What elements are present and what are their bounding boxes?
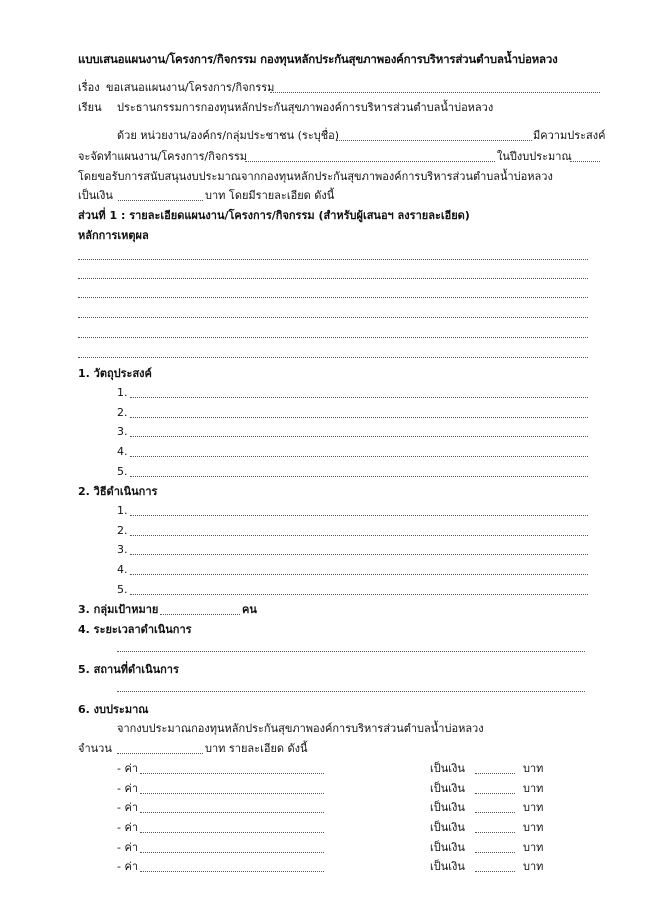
budget-row-unit: บาท: [523, 841, 544, 854]
rationale-line[interactable]: [78, 317, 588, 318]
budget-row-unit: บาท: [523, 782, 544, 795]
funding-request-text: โดยขอรับการสนับสนุนงบประมาณจากกองทุนหลักประกันสุขภาพองค์การบริหารส่วนตำบลน้ำบ่อหลวง: [78, 170, 553, 183]
period-field[interactable]: [117, 651, 585, 652]
method-line[interactable]: [130, 574, 588, 575]
budget-amount-field[interactable]: [117, 753, 203, 754]
rationale-line[interactable]: [78, 297, 588, 298]
budget-row-unit: บาท: [523, 762, 544, 775]
budget-row-unit: บาท: [523, 821, 544, 834]
method-number: 4.: [117, 563, 128, 576]
budget-row-amount-field[interactable]: [475, 773, 515, 774]
method-number: 3.: [117, 543, 128, 556]
period-heading: 4. ระยะเวลาดำเนินการ: [78, 623, 192, 636]
objective-number: 4.: [117, 445, 128, 458]
budget-row-amount-label: เป็นเงิน: [430, 821, 465, 834]
subject-label: เรื่อง: [78, 81, 100, 94]
budget-row-amount-field[interactable]: [475, 793, 515, 794]
to-text: ประธานกรรมการกองทุนหลักประกันสุขภาพองค์การบริหารส่วนตำบลน้ำบ่อหลวง: [117, 101, 494, 114]
method-line[interactable]: [130, 515, 588, 516]
org-name-label: ด้วย หน่วยงาน/องค์กร/กลุ่มประชาชน (ระบุชื่อ): [117, 129, 340, 142]
objective-line[interactable]: [130, 397, 588, 398]
budget-row-amount-label: เป็นเงิน: [430, 801, 465, 814]
budget-item-field[interactable]: [140, 832, 324, 833]
fiscal-year-label: ในปีงบประมาณ: [497, 150, 572, 163]
objective-line[interactable]: [130, 476, 588, 477]
rationale-heading: หลักการเหตุผล: [78, 229, 149, 242]
method-number: 5.: [117, 583, 128, 596]
budget-row-amount-field[interactable]: [475, 832, 515, 833]
budget-item-field[interactable]: [140, 793, 324, 794]
budget-source-text: จากงบประมาณกองทุนหลักประกันสุขภาพองค์การบริหารส่วนตำบลน้ำบ่อหลวง: [117, 722, 484, 735]
objective-line[interactable]: [130, 417, 588, 418]
amount-field[interactable]: [118, 200, 203, 201]
rationale-line[interactable]: [78, 259, 588, 260]
budget-item-field[interactable]: [140, 773, 324, 774]
budget-amount-label: จำนวน: [78, 742, 112, 755]
method-number: 2.: [117, 524, 128, 537]
budget-row-amount-label: เป็นเงิน: [430, 860, 465, 873]
rationale-line[interactable]: [78, 278, 588, 279]
budget-row-amount-field[interactable]: [475, 871, 515, 872]
budget-row-amount-label: เป็นเงิน: [430, 762, 465, 775]
rationale-line[interactable]: [78, 337, 588, 338]
budget-item-field[interactable]: [140, 812, 324, 813]
objective-number: 5.: [117, 465, 128, 478]
budget-row-unit: บาท: [523, 860, 544, 873]
subject-fill-line[interactable]: [270, 92, 600, 93]
org-name-field[interactable]: [336, 140, 532, 141]
budget-item-prefix: - ค่า: [117, 821, 139, 834]
location-heading: 5. สถานที่ดำเนินการ: [78, 663, 179, 676]
budget-row-amount-label: เป็นเงิน: [430, 841, 465, 854]
budget-item-prefix: - ค่า: [117, 860, 139, 873]
budget-row-amount-label: เป็นเงิน: [430, 782, 465, 795]
objective-number: 3.: [117, 425, 128, 438]
budget-item-field[interactable]: [140, 871, 324, 872]
budget-heading: 6. งบประมาณ: [78, 703, 149, 716]
budget-item-prefix: - ค่า: [117, 762, 139, 775]
budget-item-prefix: - ค่า: [117, 841, 139, 854]
budget-item-prefix: - ค่า: [117, 782, 139, 795]
budget-item-prefix: - ค่า: [117, 801, 139, 814]
budget-amount-suffix: บาท รายละเอียด ดังนี้: [205, 742, 308, 755]
target-group-field[interactable]: [160, 614, 240, 615]
budget-row-amount-field[interactable]: [475, 812, 515, 813]
amount-label: เป็นเงิน: [78, 189, 113, 202]
method-line[interactable]: [130, 535, 588, 536]
intention-text: มีความประสงค์: [533, 129, 606, 142]
method-line[interactable]: [130, 594, 588, 595]
method-number: 1.: [117, 504, 128, 517]
rationale-line[interactable]: [78, 357, 588, 358]
project-label: จะจัดทำแผนงาน/โครงการ/กิจกรรม: [78, 150, 248, 163]
target-group-unit: คน: [242, 603, 257, 616]
methods-heading: 2. วิธีดำเนินการ: [78, 485, 158, 498]
subject-text: ขอเสนอแผนงาน/โครงการ/กิจกรรม: [106, 81, 275, 94]
target-group-label: 3. กลุ่มเป้าหมาย: [78, 603, 159, 616]
budget-row-amount-field[interactable]: [475, 852, 515, 853]
objective-line[interactable]: [130, 436, 588, 437]
amount-suffix: บาท โดยมีรายละเอียด ดังนี้: [205, 189, 335, 202]
objective-number: 2.: [117, 406, 128, 419]
part1-heading: ส่วนที่ 1 : รายละเอียดแผนงาน/โครงการ/กิจกรรม (สำหรับผู้เสนอฯ ลงรายละเอียด): [78, 209, 470, 222]
method-line[interactable]: [130, 554, 588, 555]
fiscal-year-field[interactable]: [570, 161, 600, 162]
location-field[interactable]: [117, 691, 585, 692]
to-label: เรียน: [78, 101, 102, 114]
objective-line[interactable]: [130, 456, 588, 457]
budget-item-field[interactable]: [140, 852, 324, 853]
objectives-heading: 1. วัตถุประสงค์: [78, 367, 152, 380]
objective-number: 1.: [117, 386, 128, 399]
budget-row-unit: บาท: [523, 801, 544, 814]
form-title: แบบเสนอแผนงาน/โครงการ/กิจกรรม กองทุนหลักประกันสุขภาพองค์การบริหารส่วนตำบลน้ำบ่อหลวง: [78, 52, 558, 66]
project-name-field[interactable]: [245, 161, 495, 162]
